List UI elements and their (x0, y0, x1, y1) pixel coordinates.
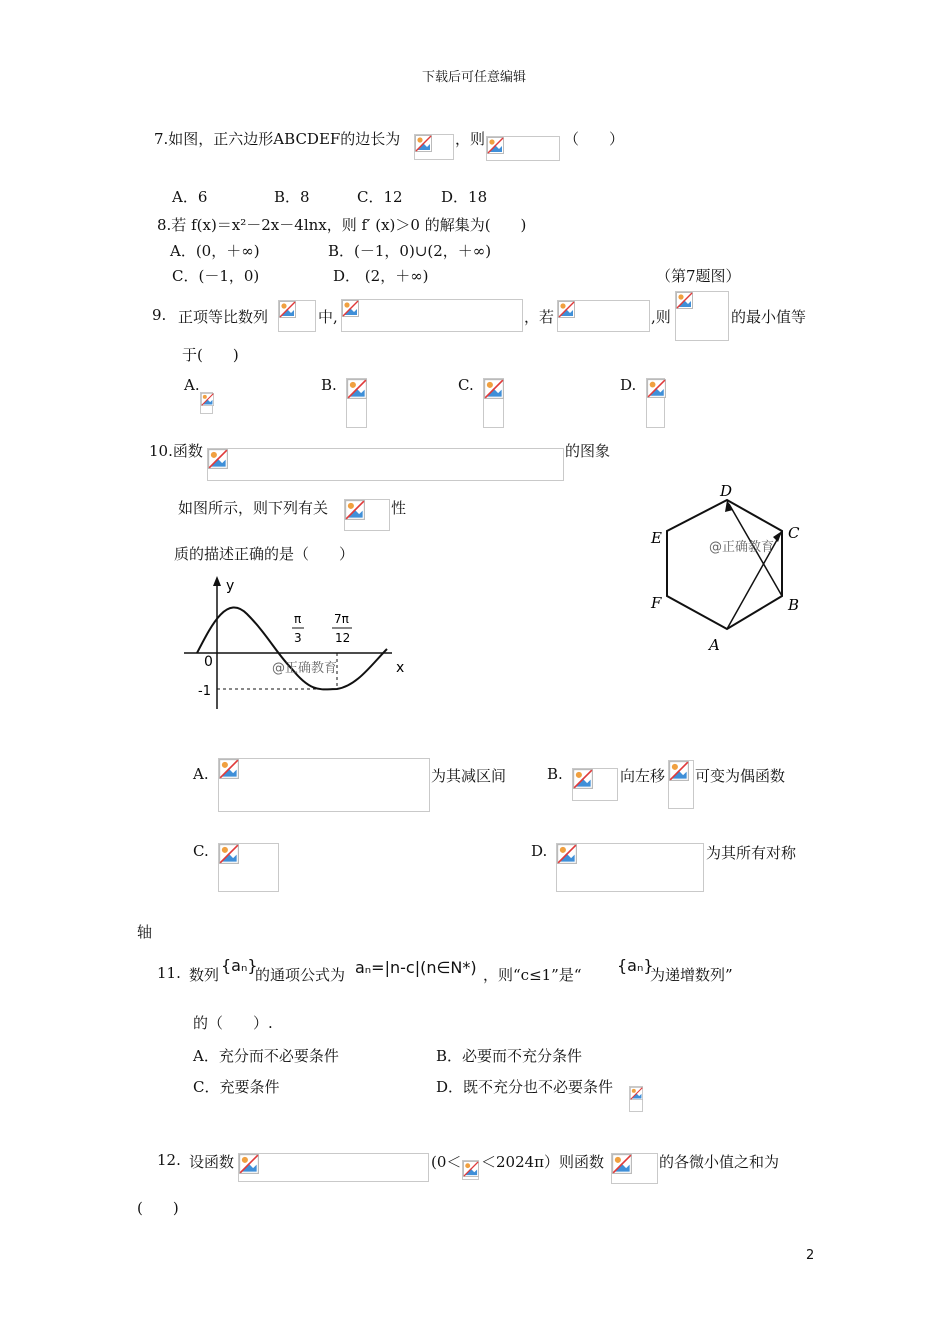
image-placeholder (486, 136, 560, 161)
broken-image-icon (342, 300, 359, 317)
q11-num: 11. (157, 964, 181, 982)
q12-text-2: (0＜ (431, 1153, 462, 1171)
image-placeholder (200, 392, 213, 414)
q7-option-b: B．8 (274, 188, 310, 206)
q10-line2-tail: 性 (391, 499, 407, 517)
broken-image-icon (463, 1161, 479, 1177)
graph-x-label: x (396, 660, 405, 676)
q7-figure-caption: （第7题图） (656, 267, 741, 285)
q11-option-d: D．既不充分也不必要条件 (436, 1078, 614, 1096)
q8-option-a: A．(0，＋∞) (170, 242, 260, 260)
q8-option-b: B．(－1，0)∪(2，＋∞) (328, 242, 492, 260)
q7-option-c: C．12 (357, 188, 403, 206)
q12-text-4: 的各微小值之和为 (659, 1153, 780, 1171)
q10-option-b-tail: 可变为偶函数 (695, 767, 786, 785)
broken-image-icon (239, 1154, 259, 1174)
q11-seq-2: {aₙ} (617, 956, 654, 975)
page-number: 2 (806, 1248, 815, 1263)
image-placeholder (278, 300, 316, 332)
graph-pi2-num: 7π (334, 612, 349, 626)
q11-text-1: 数列 (189, 966, 220, 984)
image-placeholder (218, 843, 279, 892)
q11-line2: 的（ ）. (193, 1014, 273, 1032)
q7-then: ，则 (455, 130, 486, 148)
q11-text-3: ，则“c≤1”是“ (483, 966, 582, 984)
q11-text-2: 的通项公式为 (255, 966, 346, 984)
broken-image-icon (484, 379, 504, 399)
image-placeholder (629, 1086, 643, 1112)
q10-option-b-label: B. (547, 765, 563, 783)
broken-image-icon (208, 449, 228, 469)
q9-text-4: ,则 (651, 308, 671, 326)
broken-image-icon (487, 137, 504, 154)
q11-text-4: 为递增数列” (650, 966, 733, 984)
image-placeholder (557, 300, 650, 332)
image-placeholder (346, 378, 367, 428)
broken-image-icon (558, 301, 575, 318)
q11-option-c: C．充要条件 (193, 1078, 280, 1096)
q9-option-b: B. (321, 376, 337, 394)
q11-option-a: A．充分而不必要条件 (193, 1047, 339, 1065)
q11-option-b: B．必要而不充分条件 (436, 1047, 583, 1065)
broken-image-icon (201, 393, 214, 406)
graph-pi-den: 3 (294, 631, 302, 645)
q7-paren: （ ） (564, 130, 625, 148)
image-placeholder (462, 1160, 479, 1180)
q9-text-1: 正项等比数列 (178, 308, 269, 326)
q7-option-d: D．18 (441, 188, 488, 206)
image-placeholder (207, 448, 564, 481)
broken-image-icon (219, 844, 239, 864)
graph-y-label: y (226, 578, 235, 594)
graph-origin: 0 (204, 654, 213, 670)
hex-watermark: @正确教育 (709, 540, 775, 555)
q9-text-5: 的最小值等 (731, 308, 807, 326)
broken-image-icon (676, 292, 693, 309)
broken-image-icon (347, 379, 367, 399)
q11-formula: aₙ=|n-c|(n∈N*) (355, 958, 477, 977)
image-placeholder (668, 760, 694, 809)
q10-line3: 质的描述正确的是（ ） (174, 545, 355, 563)
q9-option-a: A. (184, 376, 200, 394)
hex-label-e: E (651, 529, 662, 547)
q12-num: 12. (157, 1151, 181, 1169)
q10-option-a-label: A. (193, 765, 209, 783)
image-placeholder (218, 758, 430, 812)
q10-wrap: 轴 (137, 923, 153, 941)
broken-image-icon (647, 379, 666, 398)
broken-image-icon (219, 759, 239, 779)
hex-label-d: D (720, 482, 733, 500)
hex-label-f: F (651, 594, 662, 612)
graph-minus-one: -1 (198, 684, 211, 699)
q7-option-a: A．6 (172, 188, 208, 206)
function-graph (182, 574, 412, 714)
q12-text-1: 设函数 (189, 1153, 235, 1171)
broken-image-icon (279, 301, 296, 318)
broken-image-icon (415, 135, 432, 152)
q12-line2: ( ) (137, 1199, 179, 1217)
q9-option-c: C. (458, 376, 474, 394)
broken-image-icon (630, 1087, 643, 1100)
q8-stem: 8.若 f(x)＝x²－2x－4lnx，则 f′ (x)＞0 的解集为( ) (157, 216, 527, 234)
image-placeholder (341, 299, 523, 332)
broken-image-icon (345, 500, 365, 520)
q10-option-c-label: C. (193, 842, 209, 860)
q9-text-3: ，若 (524, 308, 555, 326)
hex-label-c: C (788, 524, 800, 542)
q10-option-b-mid: 向左移 (620, 767, 666, 785)
q10-option-d-label: D. (531, 842, 548, 860)
broken-image-icon (612, 1154, 632, 1174)
graph-pi-num: π (294, 612, 302, 626)
broken-image-icon (573, 769, 593, 789)
q9-option-d: D. (620, 376, 637, 394)
q10-option-a-tail: 为其减区间 (431, 767, 507, 785)
hex-label-a: A (709, 636, 720, 652)
broken-image-icon (669, 761, 689, 781)
q10-option-d-tail: 为其所有对称 (706, 844, 797, 862)
image-placeholder (483, 378, 504, 428)
image-placeholder (556, 843, 704, 892)
q9-text-6: 于( ) (182, 346, 239, 364)
q8-option-c: C．(－1，0) (172, 267, 260, 285)
q11-seq: {aₙ} (221, 956, 258, 975)
image-placeholder (572, 768, 618, 801)
hexagon-figure (645, 482, 815, 652)
q12-text-3: ＜2024π）则函数 (481, 1153, 605, 1171)
q10-stem: 10.函数 (149, 442, 203, 460)
graph-pi2-den: 12 (335, 631, 351, 645)
broken-image-icon (557, 844, 577, 864)
q7-stem: 7.如图，正六边形ABCDEF的边长为 (154, 130, 401, 148)
image-placeholder (646, 378, 665, 428)
q9-text-2: 中, (318, 308, 338, 326)
page-header: 下载后可任意编辑 (422, 70, 527, 85)
q8-option-d: D． (2，＋∞) (333, 267, 429, 285)
image-placeholder (238, 1153, 429, 1182)
image-placeholder (344, 499, 390, 531)
hex-label-b: B (788, 596, 800, 614)
q10-line2: 如图所示，则下列有关 (178, 499, 329, 517)
image-placeholder (675, 291, 729, 341)
q9-num: 9. (152, 306, 167, 324)
image-placeholder (611, 1153, 658, 1184)
q10-stem-tail: 的图象 (565, 442, 611, 460)
graph-watermark: @正确教育 (272, 661, 338, 676)
image-placeholder (414, 134, 454, 160)
